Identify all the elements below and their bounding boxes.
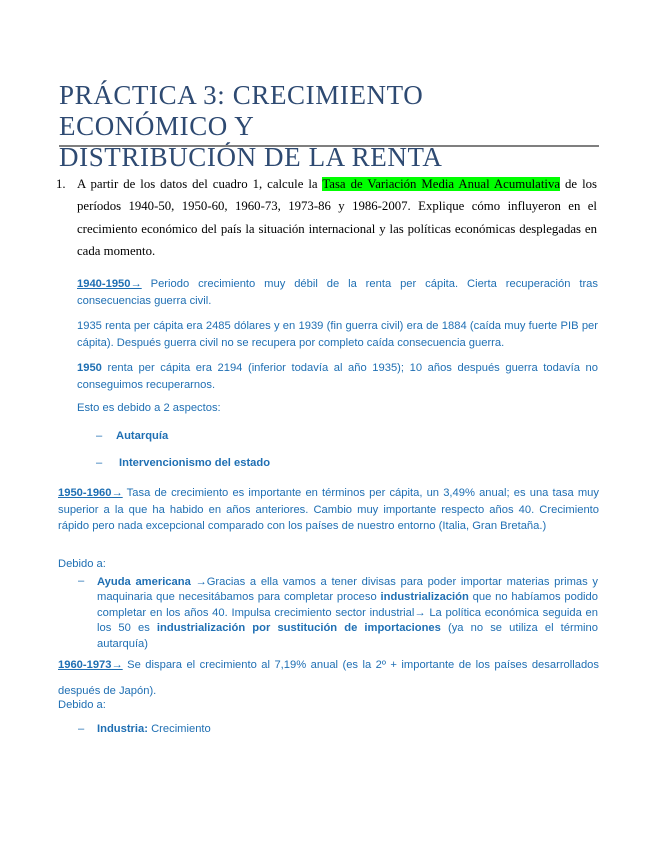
page-title	[59, 80, 599, 173]
title-divider	[59, 145, 599, 147]
note-debido-a: Debido a:	[58, 558, 106, 570]
bullet-autarquia: Autarquía	[116, 430, 169, 442]
note-paragraph-1950-1960: 1950-1960→ Tasa de crecimiento es importante en términos per cápita, un 3,49% anual; es una tasa muy superior a la que ha habido en años anteriores. Cambio muy importante respecto años 40. Crecimiento rápido pero nada excepcional comparado con los países de nuestro entorno (Italia, Gran Bretaña.)	[58, 487, 599, 532]
period-heading: 1950-1960→	[58, 487, 123, 499]
bullet-ayuda-americana: Ayuda americana →Gracias a ella vamos a tener divisas para poder importar materias primas y maquinaria que necesitábamos para completar proceso industrialización que no habíamos podido completar en los años 40. Impulsa crecimiento sector industrial→ La política económica seguida en los 50 es industrialización por sustitución de importaciones (ya no se utiliza el término autarquía)	[97, 576, 598, 650]
note-aspects-intro: Esto es debido a 2 aspectos:	[77, 402, 221, 414]
note-paragraph-1960-1973: 1960-1973→ Se dispara el crecimiento al 7,19% anual (es la 2º + importante de los países desarrollados después de Japón).	[58, 659, 599, 697]
question-number: 1.	[56, 177, 66, 191]
highlighted-term: Tasa de Variación Media Anual Acumulativa	[322, 177, 561, 191]
period-heading: 1960-1973→	[58, 659, 123, 671]
note-paragraph-1935: 1935 renta per cápita era 2485 dólares y en 1939 (fin guerra civil) era de 1884 (caída muy fuerte PIB per cápita). Después guerra civil no se recupera por completo caída consecuencia guerra.	[77, 320, 598, 349]
bullet-dash: –	[78, 723, 85, 735]
bullet-dash: –	[78, 575, 85, 587]
title-line-2: DISTRIBUCIÓN DE LA RENTA	[59, 142, 443, 172]
question-text: A partir de los datos del cuadro 1, calcule la Tasa de Variación Media Anual Acumulativa de los períodos 1940-50, 1950-60, 1960-73, 1973-86 y 1986-2007. Explique cómo influyeron en el crecimiento económico del país la situación internacional y las políticas económicas desplegadas en cada momento.	[77, 177, 597, 259]
bullet-intervencionismo: Intervencionismo del estado	[119, 457, 271, 469]
note-paragraph-1950: 1950 renta per cápita era 2194 (inferior todavía al año 1935); 10 años después guerra todavía no conseguimos recuperarnos.	[77, 362, 598, 391]
bullet-dash: –	[96, 430, 103, 442]
bullet-dash: –	[96, 457, 103, 469]
note-paragraph-1940: 1940-1950→ Periodo crecimiento muy débil de la renta per cápita. Cierta recuperación tras consecuencias guerra civil.	[77, 278, 598, 307]
bullet-industria: Industria: Crecimiento	[97, 723, 211, 735]
note-debido-a-2: Debido a:	[58, 699, 106, 711]
period-heading: 1940-1950→	[77, 278, 142, 290]
title-line-1: PRÁCTICA 3: CRECIMIENTO ECONÓMICO Y	[59, 80, 424, 141]
